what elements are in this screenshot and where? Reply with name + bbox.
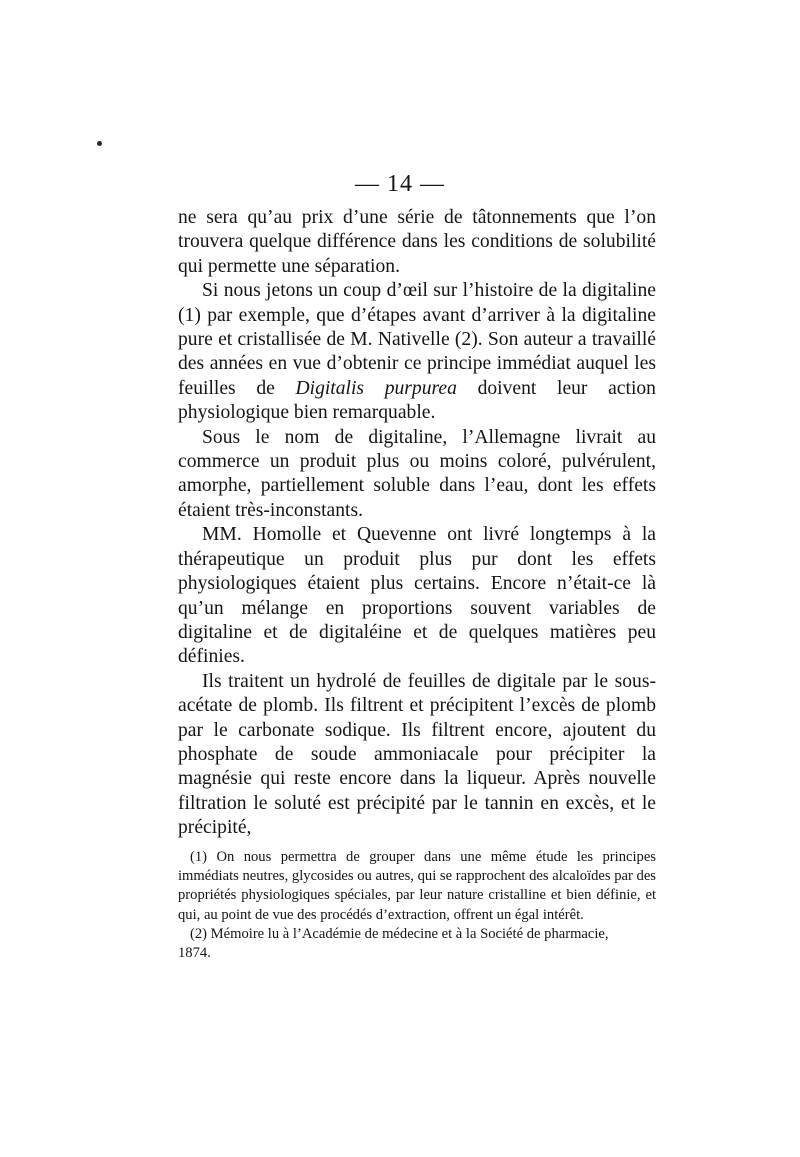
footnote-2-continuation: 1874. [178, 945, 211, 962]
footnote-2-text: (2) Mémoire lu à l’Académie de médecine et à la Société de pharmacie, [190, 925, 609, 942]
text-segment: doivent leur action physiologique bien remarquable. [178, 377, 656, 424]
ink-speck [97, 141, 102, 146]
footnote-1: (1) On nous permettra de grouper dans une même étude les principes immédiats neutres, glycosides ou autres, qui se rapprochent des alcaloïdes par des propriétés physiologiques spéciales, par leur nature cristalline et bien définie, et qui, au point de vue des procédés d’extraction, offrent un égal intérêt. [178, 849, 656, 923]
paragraph [178, 426, 656, 524]
text-segment: ne sera qu’au prix d’une série de tâtonnements que l’on trouvera quelque différence dans les conditions de solubilité qui permette une séparation. [178, 207, 656, 277]
text-segment: Ils traitent un hydrolé de feuilles de digitale par le sous-acétate de plomb. Ils filtrent et précipitent l’excès de plomb par le carbonate sodique. Ils filtrent encore, ajoutent du phosphate de soude ammoniacale pour précipiter la magnésie qui reste encore dans la liqueur. Après nouvelle filtration le soluté est précipité par le tannin en excès, et le précipité, [178, 670, 656, 839]
text-segment: Sous le nom de digitaline, l’Allemagne livrait au commerce un produit plus ou moins coloré, pulvérulent, amorphe, partiellement soluble dans l’eau, dont les effets étaient très-inconstants. [178, 426, 656, 521]
paragraph [178, 206, 656, 279]
paragraph [178, 279, 656, 425]
text-segment: Si nous jetons un coup d’œil sur l’histoire de la digitaline (1) par exemple, que d’étapes avant d’arriver à la digitaline pure et cristallisée de M. Nativelle (2). Son auteur a travaillé des années en vue d’obtenir ce principe immédiat auquel les feuilles de [178, 280, 656, 399]
paragraph [178, 670, 656, 841]
footnotes [178, 848, 656, 963]
italic-text: Digitalis purpurea [295, 377, 457, 399]
page-number: — 14 — [355, 171, 445, 197]
text-segment: MM. Homolle et Quevenne ont livré longtemps à la thérapeutique un produit plus pur dont les effets physiologiques étaient plus certains. Encore n’était-ce là qu’un mélange en proportions souvent variables de digitaline et de digitaléine et de quelques matières peu définies. [178, 524, 656, 668]
main-text [178, 206, 656, 841]
paragraph [178, 523, 656, 669]
footnote-2 [178, 925, 656, 963]
